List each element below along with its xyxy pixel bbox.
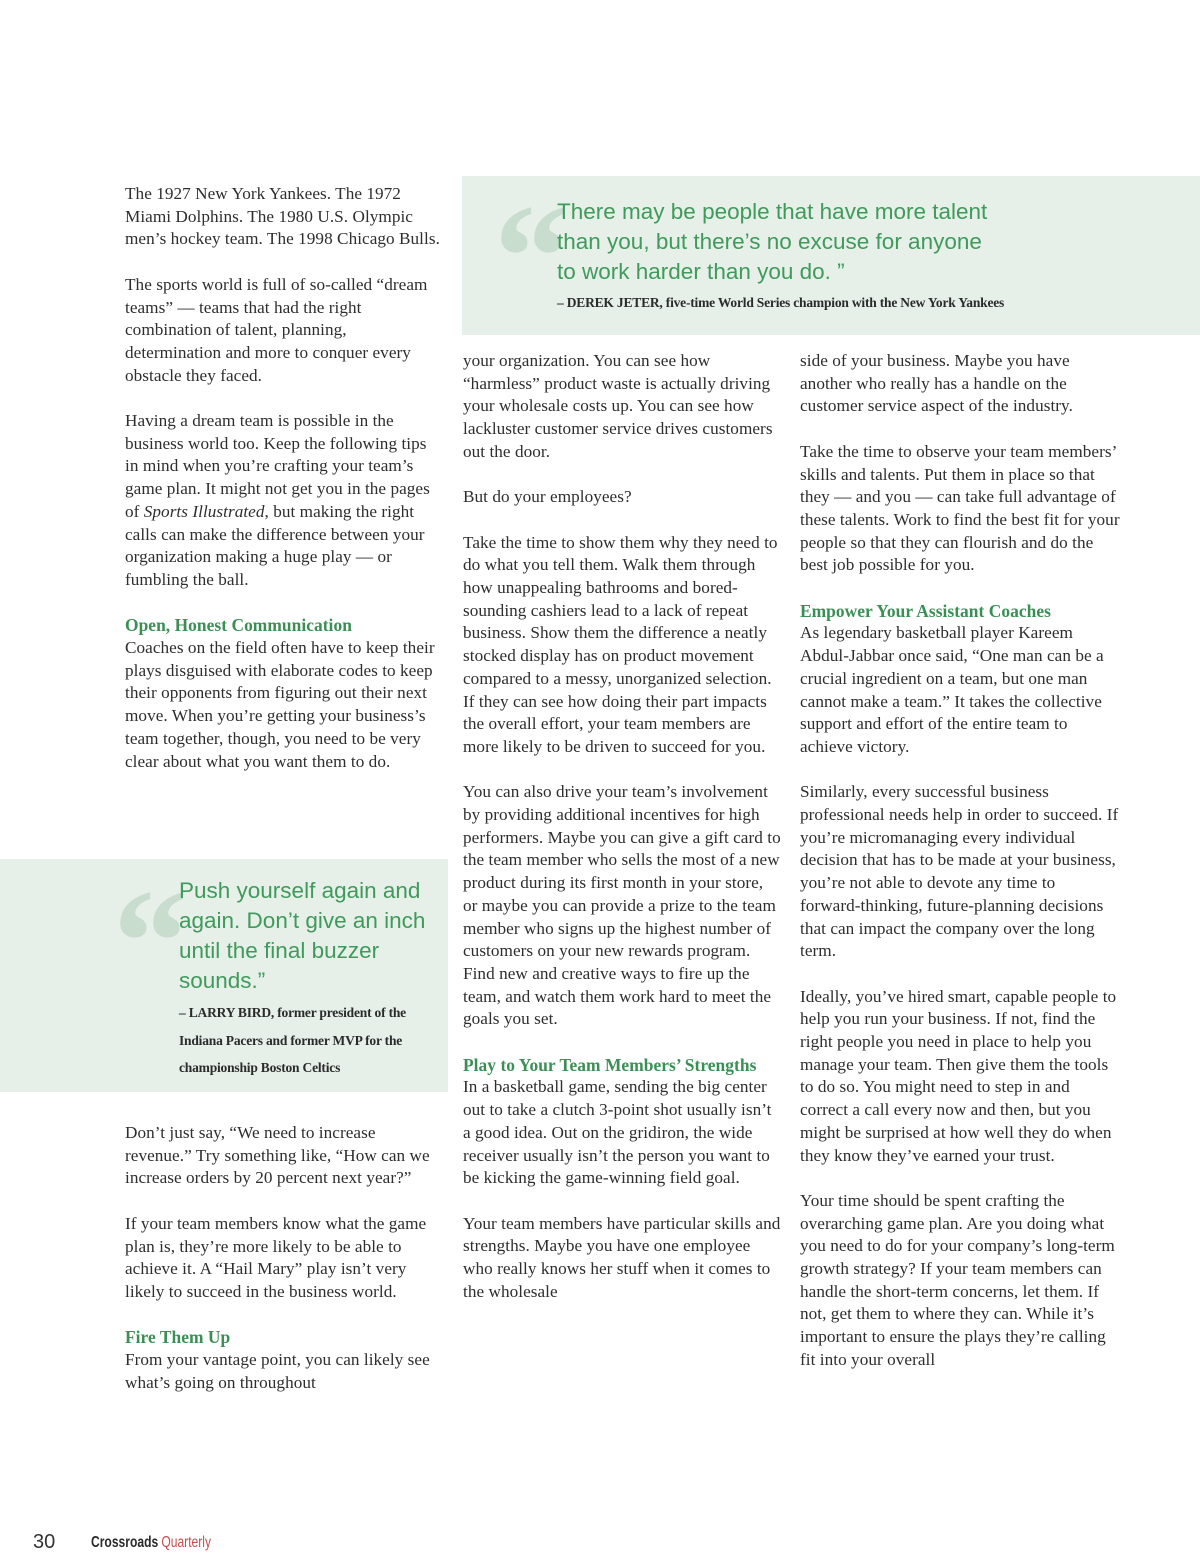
paragraph: Ideally, you’ve hired smart, capable people to help you run your business. If not, find the right people you need in place to help you manage your team. Then give them the tools to do so. You might need to step in and correct a call every now and then, but you might be surprised at how well they do when they know they’ve earned your trust.	[800, 986, 1117, 1165]
article-column-1-lower	[125, 1122, 440, 1394]
section-heading: Play to Your Team Members’ Strengths	[463, 1054, 757, 1075]
page-number: 30	[33, 1531, 56, 1553]
section-heading: Open, Honest Communication	[125, 615, 352, 636]
brand-name-strong: Crossroads	[91, 1534, 159, 1551]
paragraph: Your time should be spent crafting the overarching game plan. Are you doing what you need to do for your company’s long-term growth strategy? If your team members can handle the short-term concerns, let them. If not, get them to where they can. While it’s important to ensure the plays they’re calling fit into your overall	[800, 1190, 1115, 1369]
section-heading: Empower Your Assistant Coaches	[800, 600, 1051, 621]
paragraph: The 1927 New York Yankees. The 1972 Miami Dolphins. The 1980 U.S. Olympic men’s hockey team. The 1998 Chicago Bulls.	[125, 184, 440, 249]
pull-quote-text: Push yourself again and again. Don’t give an inch until the final buzzer sounds.”	[179, 878, 426, 993]
paragraph: You can also drive your team’s involvement by providing additional incentives for high performers. Maybe you can give a gift card to the team member who sells the most of a new product during its first month in your store, or maybe you can provide a prize to the team member who signs up the highest number of customers on your new rewards program. Find new and creative ways to fire up the team, and watch them work hard to meet the goals you set.	[463, 782, 781, 1029]
brand-name-light: Quarterly	[161, 1534, 212, 1551]
pull-quote-bird	[0, 859, 448, 1092]
paragraph: your organization. You can see how “harmless” product waste is actually driving your wholesale costs up. You can see how lackluster customer service drives customers out the door.	[463, 351, 773, 461]
paragraph: Coaches on the field often have to keep their plays disguised with elaborate codes to keep their opponents from figuring out their next move. When you’re getting your business’s team together, though, you need to be very clear about what you want them to do.	[125, 638, 435, 771]
quote-mark-icon: “	[113, 859, 188, 1025]
pull-quote-jeter	[462, 174, 1200, 340]
quote-mark-icon: “	[494, 174, 569, 340]
paragraph: Take the time to observe your team members’ skills and talents. Put them in place so that they — and you — can take full advantage of these talents. Work to find the best fit for your people so that they can flourish and do the best job possible for you.	[800, 441, 1120, 575]
pull-quote-attribution: – LARRY BIRD, former president of the Indiana Pacers and former MVP for the championship Boston Celtics	[179, 1005, 406, 1075]
article-column-3	[800, 350, 1120, 1372]
paragraph: As legendary basketball player Kareem Abdul-Jabbar once said, “One man can be a crucial ingredient on a team, but one man cannot make a team.” It takes the collective support and effort of the entire team to achieve victory.	[800, 623, 1104, 756]
paragraph: If your team members know what the game plan is, they’re more likely to be able to achieve it. A “Hail Mary” play isn’t very likely to succeed in the business world.	[125, 1213, 427, 1301]
paragraph: Take the time to show them why they need to do what you tell them. Walk them through how unappealing bathrooms and bored-sounding cashiers lead to a lack of repeat business. Show them the difference a neatly stocked display has on product movement compared to a messy, unorganized selection. If they can see how doing their part impacts the overall effort, your team members are more likely to be driven to succeed for you.	[463, 532, 778, 756]
magazine-brand	[91, 1534, 211, 1552]
paragraph: Having a dream team is possible in the business world too. Keep the following tips in mind when you’re crafting your team’s game plan. It might not get you in the pages of Sports Illustrated, but making the right calls can make the difference between your organization making a huge play — or fumbling the ball.	[125, 411, 430, 589]
paragraph: From your vantage point, you can likely see what’s going on throughout	[125, 1350, 430, 1392]
pull-quote-text: There may be people that have more talent than you, but there’s no excuse for anyone to work harder than you do. ”	[557, 199, 988, 284]
paragraph: In a basketball game, sending the big center out to take a clutch 3-point shot usually isn’t a good idea. Out on the gridiron, the wide receiver usually isn’t the person you want to be kicking the game-winning field goal.	[463, 1077, 772, 1188]
paragraph: side of your business. Maybe you have another who really has a handle on the customer service aspect of the industry.	[800, 351, 1073, 416]
paragraph: Your team members have particular skills and strengths. Maybe you have one employee who really knows her stuff when it comes to the wholesale	[463, 1213, 781, 1301]
paragraph: But do your employees?	[463, 487, 632, 507]
article-column-2	[463, 350, 781, 1303]
paragraph: Similarly, every successful business professional needs help in order to succeed. If you’re micromanaging every individual decision that has to be made at your business, you’re not able to devote any time to forward-thinking, future-planning decisions that can impact the company over the long term.	[800, 782, 1119, 961]
paragraph: The sports world is full of so-called “dream teams” — teams that had the right combination of talent, planning, determination and more to conquer every obstacle they faced.	[125, 274, 428, 385]
paragraph: Don’t just say, “We need to increase revenue.” Try something like, “How can we increase orders by 20 percent next year?”	[125, 1123, 430, 1188]
section-heading: Fire Them Up	[125, 1327, 231, 1348]
pull-quote-attribution: – DEREK JETER, five-time World Series champion with the New York Yankees	[557, 295, 1005, 310]
publication-title: Sports Illustrated	[143, 501, 265, 521]
article-column-1-upper	[125, 183, 440, 773]
